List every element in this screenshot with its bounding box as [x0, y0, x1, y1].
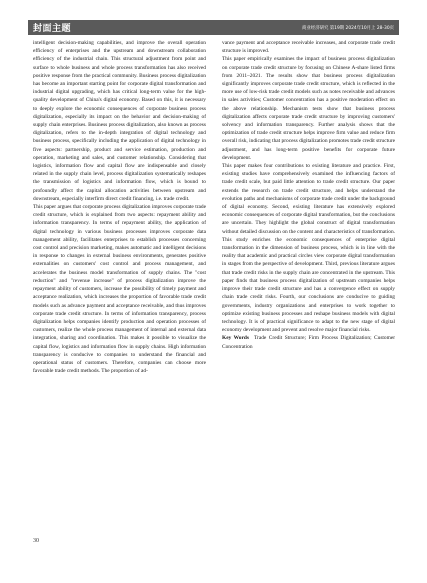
page-header [28, 20, 399, 35]
paragraph: vance payment and acceptance receivable increases, and corporate trade credit structure is improved. [222, 40, 395, 55]
keywords-label: Key Words [222, 335, 249, 342]
keywords [222, 334, 395, 350]
paragraph: This paper empirically examines the impact of business process digitalization on corporate trade credit structure by focusing on Chinese A-share listed firms from 2011–2021. The results show that business process digitalization significantly improves corporate trade credit structure, which is reflected in the more use of low-risk trade credit models such as notes receivable and advances in sales activities; Customer concentration has a positive moderation effect on the above relationship. Mechanism tests show that business process digitalization affects corporate trade credit structure by improving customers' solvency and information transparency. Further analysis shows that the optimization of trade credit structure helps improve firm value and reduce firm overall risk, indicating that process digitalization promotes trade credit structure adjustment, and has long-term positive benefits for corporate future development. [222, 56, 395, 161]
section-title: 封面主题 [33, 24, 72, 34]
body-columns [33, 39, 395, 531]
paragraph: This paper makes four contributions to existing literature and practice. First, existing studies have comprehensively examined the influencing factors of trade credit scale, but paid little attention to trade credit structure. Our paper extends the research on trade credit structure, and helps understand the evolution paths and mechanisms of corporate trade credit under the background of digital economy. Second, existing literature has extensively explored economic consequences of corporate digital transformation, but the conclusions are uncertain. They highlight the global construct of digital transformation without detailed discussion on the content and characteristics of transformation. This study enriches the economic consequences of enterprise digital transformation in the dimension of business process, which is in line with the reality that academic and practical circles view corporate digital transformation in stages from the perspective of development. Third, previous literature argues that trade credit risks in the supply chain are concentrated in the upstream. This paper finds that business process digitalization of upstream companies helps improve their trade credit structure and has a convergence effect on supply chain trade credit risks. Fourth, our conclusions are conducive to guiding governments, industry organizations and enterprises to work together to optimize existing business processes and reshape business models with digital technology. It is of practical significance to adapt to the new stage of digital economy development and prevent and resolve major financial risks. [222, 163, 395, 334]
right-column [222, 39, 395, 531]
paragraph: intelligent decision-making capabilities, and improve the overall operation efficiency of enterprises and the upstream and downstream collaboration efficiency of the industrial chain. This structural adjustment from point and surface to whole business and whole process transformation has also received positive response from the practical community. Business process digitalization has become an important starting point for corporate digital transformation and industrial digital upgrading, which has critical long-term value for the high-quality development of China's digital economy. Based on this, it is necessary to deeply explore the economic consequences of corporate business process digitalization, especially its impact on the behavior and decision-making of supply chain enterprises. Business process digitalization, also known as process digitalization, refers to the in-depth integration of digital technology and business process, specifically including the application of digital technology in five aspects: partnership, product and service estimation, production and operation, marketing and sales, and customer relationship. Considering that logistics, information flow and capital flow are indispensable and closely related in the supply chain level, process digitalization systematically reshapes the transmission of logistics and information flow, which is bound to profoundly affect the capital allocation activities between upstream and downstream, especially interfirm direct credit financing, i.e. trade credit. [33, 40, 206, 202]
keywords-text: Trade Credit Structure; Firm Process Digitalization; Customer Concentration [222, 335, 395, 350]
left-column [33, 39, 206, 531]
page-number: 30 [33, 538, 39, 544]
paragraph: This paper argues that corporate process digitalization improves corporate trade credit structure, which is explained from two aspects: repayment ability and information transparency. In terms of repayment ability, the application of digital technology in various business processes improves corporate data management ability, facilitates enterprises to establish processes concerning cost control and precision marketing, makes automatic and intelligent decisions in response to changes in external business environments, generates positive externalities on customers' cost control and process management, and accelerates the business model transformation of supply chains. The "cost reduction" and "revenue increase" of process digitalization improve the repayment ability of customers, increase the possibility of timely payment and acceptance realization, which increases the proportion of favorable trade credit models such as advance payment and acceptance receivable, and thus improves corporate trade credit structure. In terms of information transparency, process digitalization helps companies identify production and operation processes of customers, realize the whole process management of internal and external data integration, sharing and coordination. This makes it possible to visualize the capital flow, logistics and information flow in supply chains. High information transparency is conducive to companies to understand the financial and operational status of customers. Therefore, companies can choose more favorable trade credit methods. The proportion of ad- [33, 204, 206, 375]
journal-info: 商业经济研究 第19期 2024年10月上 28-30页 [302, 25, 394, 31]
